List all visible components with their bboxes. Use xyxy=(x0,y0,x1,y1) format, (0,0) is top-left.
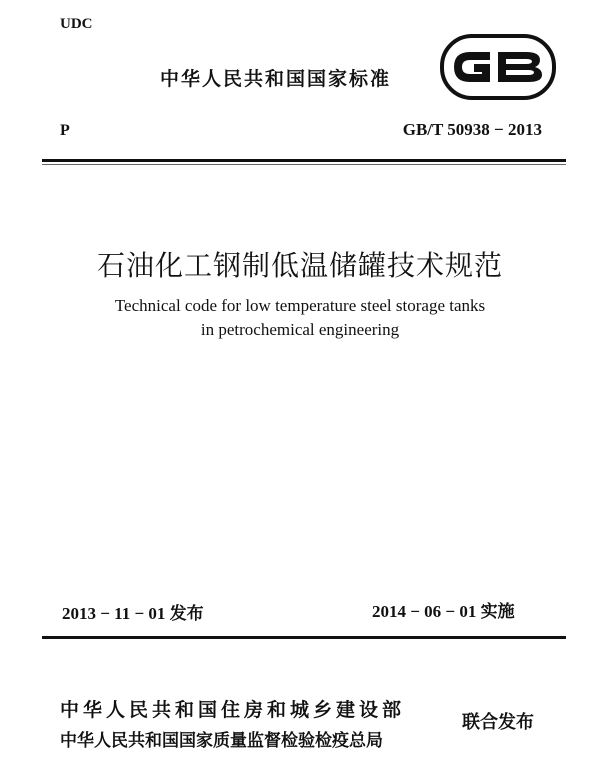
top-divider-thin xyxy=(42,164,566,165)
publisher-ministry: 中华人民共和国住房和城乡建设部 xyxy=(60,699,406,721)
document-title-english-line2: in petrochemical engineering xyxy=(200,320,400,339)
standard-type-heading: 中华人民共和国国家标准 xyxy=(160,68,392,90)
classification-code: P xyxy=(60,122,70,139)
standard-number: GB/T 50938 − 2013 xyxy=(402,120,542,139)
joint-release-label: 联合发布 xyxy=(462,712,534,733)
implementation-date: 2014 − 06 − 01 实施 xyxy=(372,602,515,621)
top-divider xyxy=(42,159,566,162)
document-title-english-line1: Technical code for low temperature steel storage tanks xyxy=(114,296,486,315)
bottom-divider xyxy=(42,636,566,639)
document-title-chinese: 石油化工钢制低温储罐技术规范 xyxy=(96,249,503,282)
publisher-aqsiq: 中华人民共和国国家质量监督检验检疫总局 xyxy=(60,731,383,751)
issue-date: 2013 − 11 − 01 发布 xyxy=(62,604,204,623)
gb-logo-icon xyxy=(440,34,556,100)
udc-label: UDC xyxy=(60,16,93,32)
